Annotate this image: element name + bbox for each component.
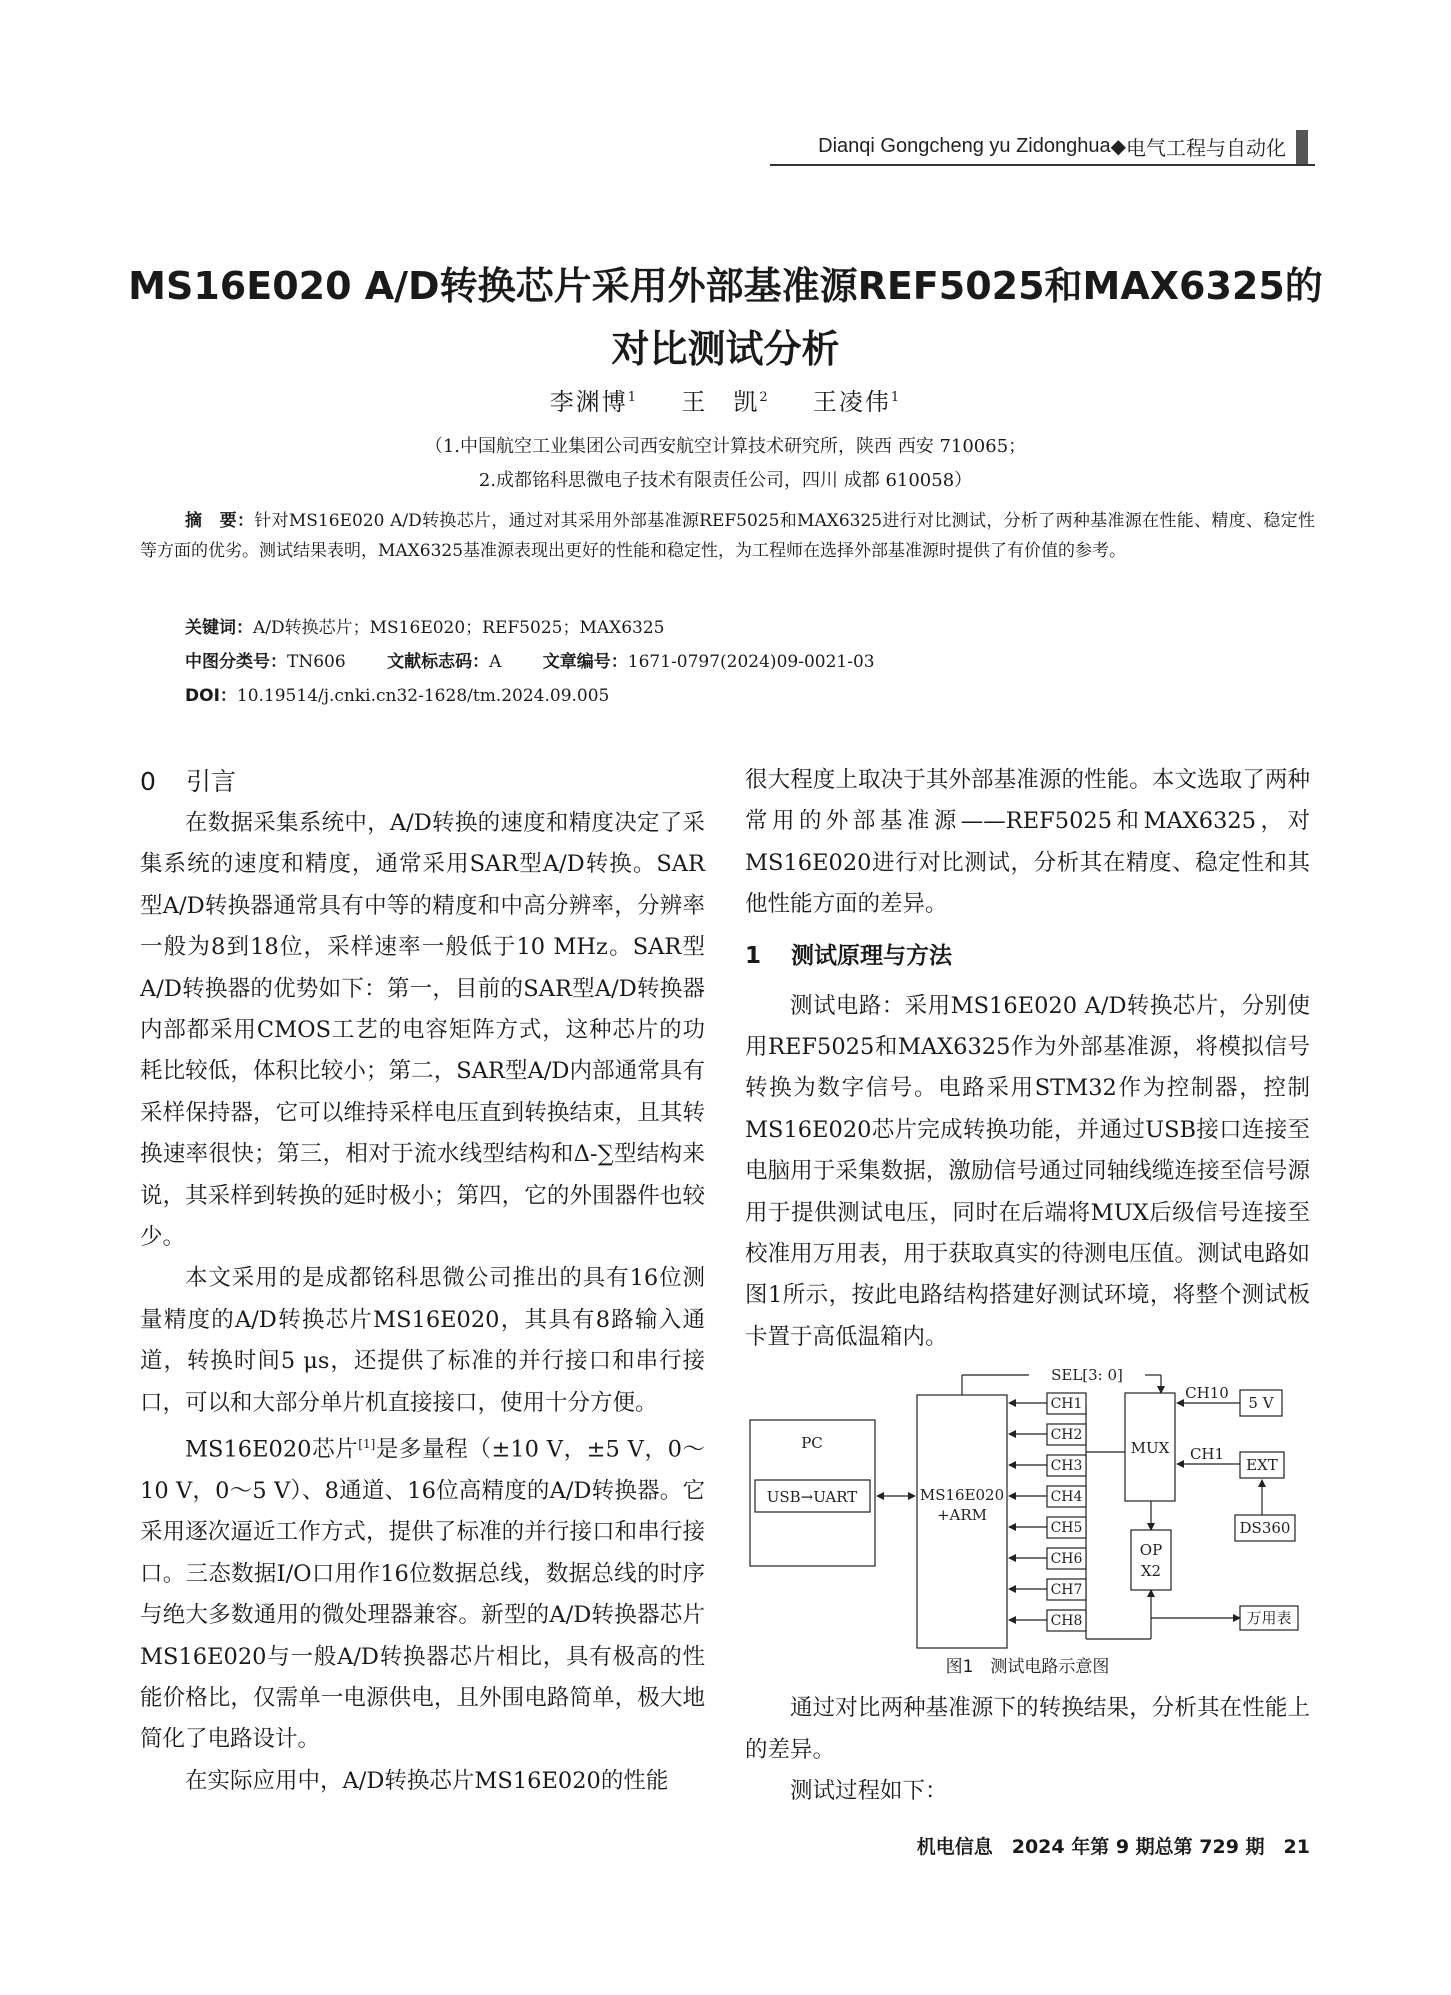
doc-code-value: A <box>489 652 502 672</box>
section-1-heading <box>745 926 1310 986</box>
page-footer: 机电信息 2024 年第 9 期总第 729 期 21 <box>916 1836 1310 1858</box>
channel-label: CH5 <box>1050 1520 1083 1537</box>
doi-value: 10.19514/j.cnki.cn32-1628/tm.2024.09.005 <box>236 686 610 706</box>
channel-label: CH2 <box>1050 1427 1083 1444</box>
ds360-label: DS360 <box>1239 1519 1291 1538</box>
keywords-label: 关键词： <box>185 618 253 638</box>
left-column <box>140 760 705 1802</box>
paragraph: 测试电路：采用MS16E020 A/D转换芯片，分别使用REF5025和MAX6325作为外部基准源，将模拟信号转换为数字信号。电路采用STM32作为控制器，控制MS16E020芯片完成转换功能，并通过USB接口连接至电脑用于采集数据，激励信号通过同轴线缆连接至信号源用于提供测试电压，同时在后端将MUX后级信号连接至校准用万用表，用于获取真实的待测电压值。测试电路如图1所示，按此电路结构搭建好测试环境，将整个测试板卡置于高低温箱内。 <box>745 992 1310 1350</box>
abstract-text: 针对MS16E020 A/D转换芯片，通过对其采用外部基准源REF5025和MAX6325进行对比测试，分析了两种基准源在性能、精度、稳定性等方面的优劣。测试结果表明，MAX6325基准源表现出更好的性能和稳定性，为工程师在选择外部基准源时提供了有价值的参考。 <box>140 511 1315 561</box>
paragraph: 很大程度上取决于其外部基准源的性能。本文选取了两种常用的外部基准源——REF5025和MAX6325，对MS16E020进行对比测试，分析其在精度、稳定性和其他性能方面的差异。 <box>745 767 1310 918</box>
paragraph-text: MS16E020芯片 <box>185 1436 359 1463</box>
author-list <box>100 382 1351 417</box>
paragraph <box>140 1424 705 1761</box>
ext-label: EXT <box>1246 1456 1278 1475</box>
affiliation-line-2: 2.成都铭科思微电子技术有限责任公司，四川 成都 610058） <box>478 470 973 491</box>
mux-label: MUX <box>1130 1439 1170 1458</box>
mcu-label-1: MS16E020 <box>919 1486 1005 1505</box>
author-affil-mark: 1 <box>890 390 902 405</box>
article-number-label: 文章编号： <box>542 652 628 672</box>
classification-line <box>185 647 1315 677</box>
meter-label: 万用表 <box>1246 1609 1292 1628</box>
paragraph: 在数据采集系统中，A/D转换的速度和精度决定了采集系统的速度和精度，通常采用SAR型A/D转换。SAR型A/D转换器通常具有中等的精度和中高分辨率，分辨率一般为8到18位，采样速率一般低于10 MHz。SAR型A/D转换器的优势如下：第一，目前的SAR型A/D转换器内部都采用CMOS工艺的电容矩阵方式，这种芯片的功耗比较低，体积比较小；第二，SAR型A/D内部通常具有采样保持器，它可以维持采样电压直到转换结束，且其转换速率很快；第三，相对于流水线型结构和Δ-∑型结构来说，其采样到转换的延时极小；第四，它的外围器件也较少。 <box>140 810 705 1251</box>
header-rule <box>770 164 1315 166</box>
journal-pinyin: Dianqi Gongcheng yu Zidonghua <box>818 135 1111 157</box>
author-name: 王 凯 <box>681 388 760 416</box>
op-amp-box <box>1131 1530 1171 1590</box>
section-number: 1 <box>745 942 762 969</box>
doi-line <box>185 681 1315 711</box>
keywords <box>185 613 1315 643</box>
paragraph: 通过对比两种基准源下的转换结果，分析其在性能上的差异。 <box>745 1695 1310 1763</box>
doi-label: DOI： <box>185 686 237 706</box>
affiliation-line-1: （1.中国航空工业集团公司西安航空计算技术研究所，陕西 西安 710065； <box>424 436 1027 457</box>
citation-ref[interactable]: [1] <box>358 1437 376 1452</box>
section-0-heading <box>140 760 705 803</box>
header-mark <box>1296 130 1308 164</box>
author-name: 李渊博 <box>549 388 628 416</box>
author-name: 王凌伟 <box>812 388 891 416</box>
channel-group <box>1009 1393 1086 1631</box>
title-line-1: MS16E020 A/D转换芯片采用外部基准源REF5025和MAX6325的 <box>128 264 1323 308</box>
abstract <box>140 506 1315 566</box>
author-affil-mark: 1 <box>627 390 639 405</box>
section-title: 测试原理与方法 <box>791 942 952 969</box>
channel-label: CH7 <box>1050 1582 1083 1599</box>
doc-code-label: 文献标志码： <box>387 652 490 672</box>
running-header <box>770 132 1310 161</box>
article-number-value: 1671-0797(2024)09-0021-03 <box>627 652 875 672</box>
clc-label: 中图分类号： <box>185 652 287 672</box>
circuit-diagram <box>745 1360 1310 1650</box>
paragraph-text: 是多量程（±10 V，±5 V，0～10 V，0～5 V）、8通道、16位高精度的A/D转换器。它采用逐次逼近工作方式，提供了标准的并行接口和串行接口。三态数据I/O口用作16位数据总线，数据总线的时序与绝大多数通用的微处理器兼容。新型的A/D转换器芯片MS16E020与一般A/D转换器芯片相比，具有极高的性能价格比，仅需单一电源供电，且外围电路简单，极大地简化了电路设计。 <box>140 1436 705 1753</box>
v5-label: 5 V <box>1248 1394 1274 1413</box>
figure-1 <box>745 1360 1310 1650</box>
channel-label: CH3 <box>1050 1458 1083 1475</box>
paragraph: 在实际应用中，A/D转换芯片MS16E020的性能 <box>185 1767 669 1794</box>
op-label-2: X2 <box>1140 1562 1162 1581</box>
abstract-label: 摘 要： <box>185 511 255 531</box>
op-label-1: OP <box>1139 1541 1163 1560</box>
channel-label: CH6 <box>1050 1551 1083 1568</box>
section-number: 0 <box>140 767 156 796</box>
figure-caption: 图1 测试电路示意图 <box>945 1657 1110 1678</box>
header-separator: ◆ <box>1110 136 1126 158</box>
channel-label: CH8 <box>1050 1613 1083 1630</box>
journal-name: 电气工程与自动化 <box>1126 138 1286 160</box>
channel-label: CH1 <box>1050 1396 1083 1413</box>
mux-ch1-label: CH1 <box>1189 1445 1225 1464</box>
usb-uart-label: USB→UART <box>766 1488 858 1507</box>
author-affil-mark: 2 <box>759 390 770 405</box>
sel-label: SEL[3: 0] <box>1051 1366 1123 1385</box>
channel-label: CH4 <box>1050 1489 1083 1506</box>
clc-value: TN606 <box>287 652 346 672</box>
title-line-2: 对比测试分析 <box>611 327 840 371</box>
keywords-text: A/D转换芯片；MS16E020；REF5025；MAX6325 <box>253 618 665 638</box>
pc-label: PC <box>801 1434 823 1453</box>
paragraph: 本文采用的是成都铭科思微公司推出的具有16位测量精度的A/D转换芯片MS16E020，其具有8路输入通道，转换时间5 μs，还提供了标准的并行接口和串行接口，可以和大部分单片机直接接口，使用十分方便。 <box>140 1265 705 1416</box>
paragraph: 测试过程如下： <box>790 1778 948 1805</box>
section-title: 引言 <box>186 767 237 796</box>
right-column <box>745 760 1310 1813</box>
mcu-label-2: +ARM <box>936 1506 988 1525</box>
ch10-label: CH10 <box>1185 1384 1229 1403</box>
